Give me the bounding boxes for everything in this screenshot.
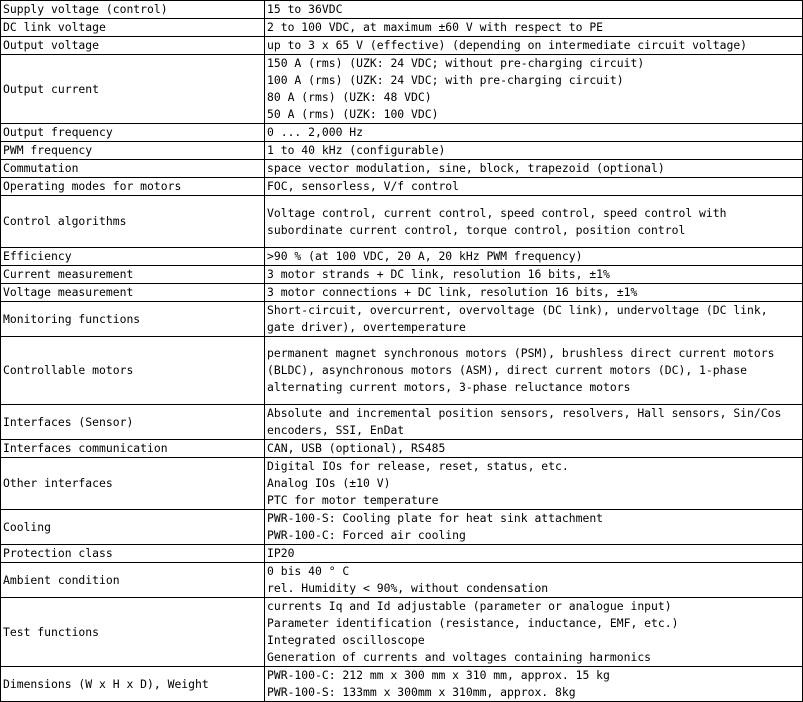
spec-value-line: permanent magnet synchronous motors (PSM), brushless direct current motors xyxy=(267,346,775,360)
table-row xyxy=(1,266,803,284)
table-row xyxy=(1,337,803,405)
table-row xyxy=(1,37,803,55)
spec-label: Cooling xyxy=(1,510,265,545)
spec-value xyxy=(265,598,803,667)
spec-label: Ambient condition xyxy=(1,563,265,598)
spec-value-line: Generation of currents and voltages containing harmonics xyxy=(267,650,652,664)
spec-value xyxy=(265,55,803,124)
spec-value-line: alternating current motors, 3-phase reluctance motors xyxy=(267,380,631,394)
spec-label: Monitoring functions xyxy=(1,302,265,337)
spec-value-line: Digital IOs for release, reset, status, etc. xyxy=(267,459,569,473)
spec-value-line: Integrated oscilloscope xyxy=(267,633,425,647)
spec-value-line: >90 % (at 100 VDC, 20 A, 20 kHz PWM frequency) xyxy=(267,249,583,263)
spec-value xyxy=(265,178,803,196)
spec-value-line: encoders, SSI, EnDat xyxy=(267,423,405,437)
spec-label: Controllable motors xyxy=(1,337,265,405)
spec-value-line: space vector modulation, sine, block, trapezoid (optional) xyxy=(267,161,665,175)
spec-label: Efficiency xyxy=(1,248,265,266)
spec-value xyxy=(265,337,803,405)
table-row xyxy=(1,440,803,458)
spec-value-line: rel. Humidity < 90%, without condensation xyxy=(267,581,549,595)
spec-value-line: IP20 xyxy=(267,546,295,560)
spec-label: Operating modes for motors xyxy=(1,178,265,196)
table-row xyxy=(1,510,803,545)
spec-label: Control algorithms xyxy=(1,196,265,248)
spec-value-line: Voltage control, current control, speed control, speed control with xyxy=(267,205,727,220)
spec-value-line: Analog IOs (±10 V) xyxy=(267,476,391,490)
table-row xyxy=(1,667,803,702)
spec-value-line: PWR-100-S: 133mm x 300mm x 310mm, approx. 8kg xyxy=(267,685,576,699)
table-row xyxy=(1,458,803,510)
spec-value xyxy=(265,302,803,337)
table-row xyxy=(1,1,803,19)
spec-label: PWM frequency xyxy=(1,142,265,160)
spec-value-line: 15 to 36VDC xyxy=(267,2,343,16)
spec-label: Commutation xyxy=(1,160,265,178)
spec-value-line: PWR-100-C: Forced air cooling xyxy=(267,528,466,542)
table-row xyxy=(1,196,803,248)
spec-value xyxy=(265,667,803,702)
table-row xyxy=(1,55,803,124)
spec-label: Test functions xyxy=(1,598,265,667)
spec-value-line: PWR-100-C: 212 mm x 300 mm x 310 mm, approx. 15 kg xyxy=(267,668,610,682)
spec-value-line: up to 3 x 65 V (effective) (depending on intermediate circuit voltage) xyxy=(267,38,748,52)
spec-value-line: currents Iq and Id adjustable (parameter or analogue input) xyxy=(267,599,672,613)
spec-value xyxy=(265,440,803,458)
table-row xyxy=(1,178,803,196)
spec-value xyxy=(265,284,803,302)
spec-value-line: PTC for motor temperature xyxy=(267,493,439,507)
table-row xyxy=(1,248,803,266)
spec-value-line: 100 A (rms) (UZK: 24 VDC; with pre-charging circuit) xyxy=(267,73,624,87)
spec-value-line: CAN, USB (optional), RS485 xyxy=(267,441,446,455)
spec-value-line: subordinate current control, torque control, position control xyxy=(267,222,686,237)
spec-value xyxy=(265,19,803,37)
spec-label: Output voltage xyxy=(1,37,265,55)
spec-label: Voltage measurement xyxy=(1,284,265,302)
spec-value-line: Parameter identification (resistance, inductance, EMF, etc.) xyxy=(267,616,679,630)
spec-value-line: 0 ... 2,000 Hz xyxy=(267,125,364,139)
spec-value xyxy=(265,1,803,19)
table-row xyxy=(1,598,803,667)
spec-value-line: 80 A (rms) (UZK: 48 VDC) xyxy=(267,90,432,104)
spec-value xyxy=(265,545,803,563)
table-row xyxy=(1,160,803,178)
spec-value-line: 150 A (rms) (UZK: 24 VDC; without pre-charging circuit) xyxy=(267,56,645,70)
spec-label: DC link voltage xyxy=(1,19,265,37)
spec-value xyxy=(265,266,803,284)
spec-value xyxy=(265,405,803,440)
spec-value-line: gate driver), overtemperature xyxy=(267,320,466,334)
table-row xyxy=(1,124,803,142)
table-row xyxy=(1,302,803,337)
spec-label: Other interfaces xyxy=(1,458,265,510)
spec-label: Interfaces communication xyxy=(1,440,265,458)
spec-label: Interfaces (Sensor) xyxy=(1,405,265,440)
spec-value-line: 1 to 40 kHz (configurable) xyxy=(267,143,446,157)
spec-value-line: 3 motor connections + DC link, resolution 16 bits, ±1% xyxy=(267,285,638,299)
spec-value xyxy=(265,510,803,545)
table-row xyxy=(1,284,803,302)
spec-value xyxy=(265,248,803,266)
table-row xyxy=(1,563,803,598)
spec-value xyxy=(265,124,803,142)
table-row xyxy=(1,142,803,160)
table-row xyxy=(1,405,803,440)
spec-value-line: FOC, sensorless, V/f control xyxy=(267,179,460,193)
spec-value-line: (BLDC), asynchronous motors (ASM), direct current motors (DC), 1-phase xyxy=(267,363,748,377)
spec-label: Output frequency xyxy=(1,124,265,142)
spec-value xyxy=(265,458,803,510)
table-row xyxy=(1,19,803,37)
spec-value xyxy=(265,142,803,160)
spec-value-line: 50 A (rms) (UZK: 100 VDC) xyxy=(267,107,439,121)
spec-label: Protection class xyxy=(1,545,265,563)
spec-value-line: Absolute and incremental position sensors, resolvers, Hall sensors, Sin/Cos xyxy=(267,406,782,420)
spec-value-line: Short-circuit, overcurrent, overvoltage (DC link), undervoltage (DC link, xyxy=(267,303,768,317)
spec-value-line: 2 to 100 VDC, at maximum ±60 V with respect to PE xyxy=(267,20,604,34)
spec-label: Current measurement xyxy=(1,266,265,284)
spec-value-line: PWR-100-S: Cooling plate for heat sink attachment xyxy=(267,511,604,525)
spec-value xyxy=(265,196,803,248)
spec-value xyxy=(265,37,803,55)
table-row xyxy=(1,545,803,563)
spec-label: Output current xyxy=(1,55,265,124)
spec-value-line: 0 bis 40 ° C xyxy=(267,564,350,578)
spec-value-line: 3 motor strands + DC link, resolution 16 bits, ±1% xyxy=(267,267,610,281)
spec-value xyxy=(265,160,803,178)
spec-table-body xyxy=(1,1,803,702)
spec-value xyxy=(265,563,803,598)
spec-label: Supply voltage (control) xyxy=(1,1,265,19)
spec-label: Dimensions (W x H x D), Weight xyxy=(1,667,265,702)
